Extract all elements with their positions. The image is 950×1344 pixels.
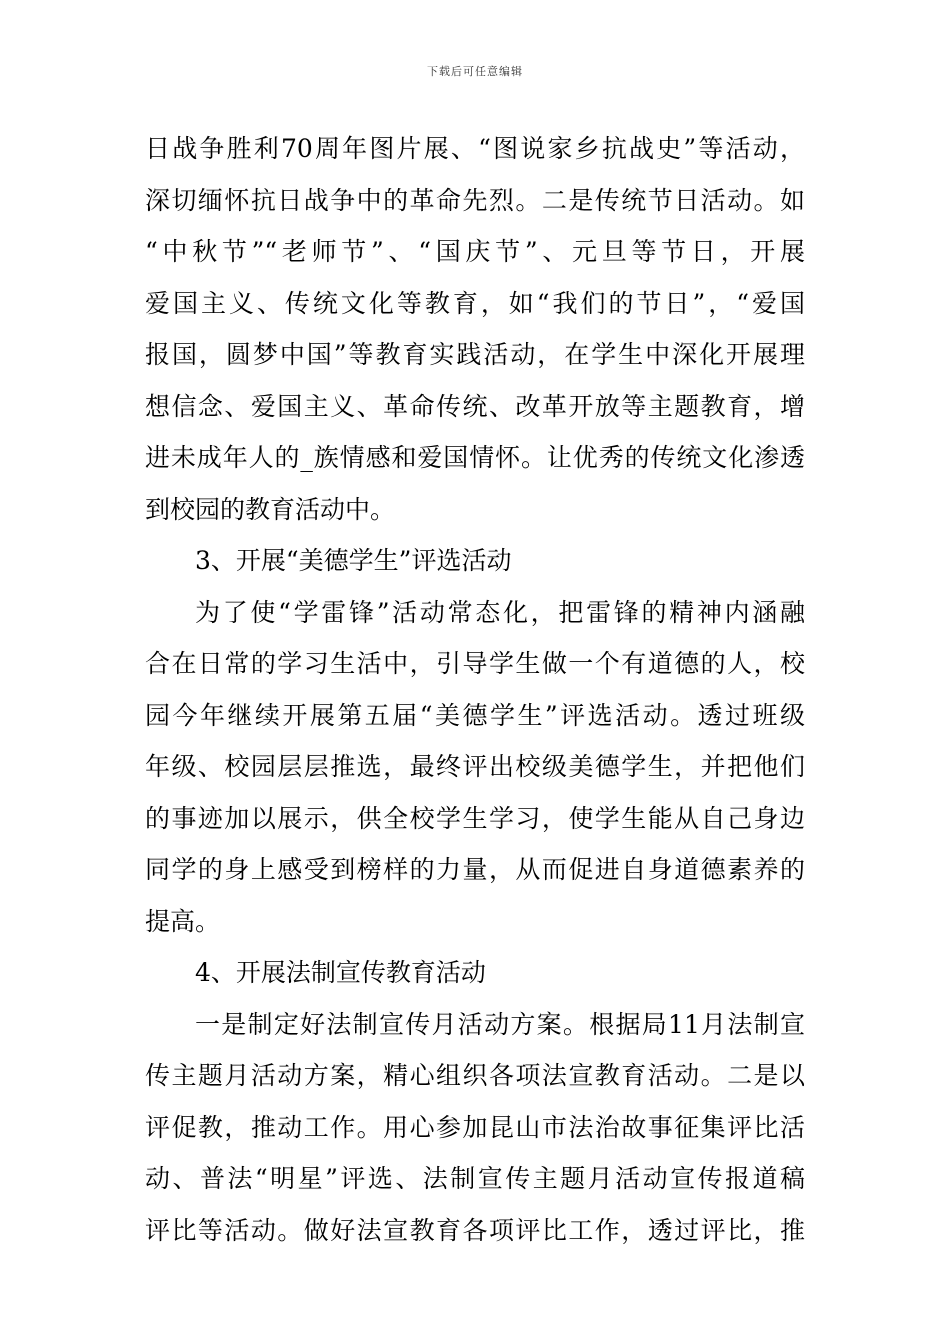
paragraph-3 xyxy=(145,999,805,1257)
heading-line: 3、开展“美德学生”评选活动 xyxy=(195,546,512,575)
text-line: 年级、校园层层推选，最终评出校级美德学生，并把他们 xyxy=(145,752,805,781)
text-line: 合在日常的学习生活中，引导学生做一个有道德的人，校 xyxy=(145,649,805,678)
section-heading-3 xyxy=(145,535,805,587)
text-line: 深切缅怀抗日战争中的革命先烈。二是传统节日活动。如 xyxy=(145,185,805,215)
text-line: 的事迹加以展示，供全校学生学习，使学生能从自己身边 xyxy=(145,803,805,833)
text-line: 园今年继续开展第五届“美德学生”评选活动。透过班级 xyxy=(145,700,805,730)
text-line: “中秋节”“老师节”、“国庆节”、元旦等节日，开展 xyxy=(145,237,805,266)
text-line: 报国，圆梦中国”等教育实践活动，在学生中深化开展理 xyxy=(145,340,805,369)
text-line: 评促教，推动工作。用心参加昆山市法治故事征集评比活 xyxy=(145,1112,805,1142)
text-line: 同学的身上感受到榜样的力量，从而促进自身道德素养的 xyxy=(145,855,805,884)
text-line: 传主题月活动方案，精心组织各项法宣教育活动。二是以 xyxy=(145,1061,805,1090)
heading-line: 4、开展法制宣传教育活动 xyxy=(195,958,486,987)
text-line: 到校园的教育活动中。 xyxy=(145,494,396,524)
text-line: 为了使“学雷锋”活动常态化，把雷锋的精神内涵融 xyxy=(195,597,805,627)
document-body xyxy=(145,123,805,1256)
text-line: 提高。 xyxy=(145,906,221,936)
paragraph-1 xyxy=(145,123,805,535)
text-line: 进未成年人的_族情感和爱国情怀。让优秀的传统文化渗透 xyxy=(145,443,805,472)
text-line: 想信念、爱国主义、革命传统、改革开放等主题教育，增 xyxy=(145,391,805,421)
text-line: 评比等活动。做好法宣教育各项评比工作，透过评比，推 xyxy=(145,1215,805,1245)
text-line: 日战争胜利70周年图片展、“图说家乡抗战史”等活动， xyxy=(145,134,805,163)
section-heading-4 xyxy=(145,947,805,999)
text-line: 一是制定好法制宣传月活动方案。根据局11月法制宣 xyxy=(195,1009,805,1039)
text-line: 爱国主义、传统文化等教育，如“我们的节日”，“爱国 xyxy=(145,288,805,318)
page-header: 下载后可任意编辑 xyxy=(427,65,523,78)
paragraph-2 xyxy=(145,587,805,948)
text-line: 动、普法“明星”评选、法制宣传主题月活动宣传报道稿 xyxy=(145,1164,805,1193)
